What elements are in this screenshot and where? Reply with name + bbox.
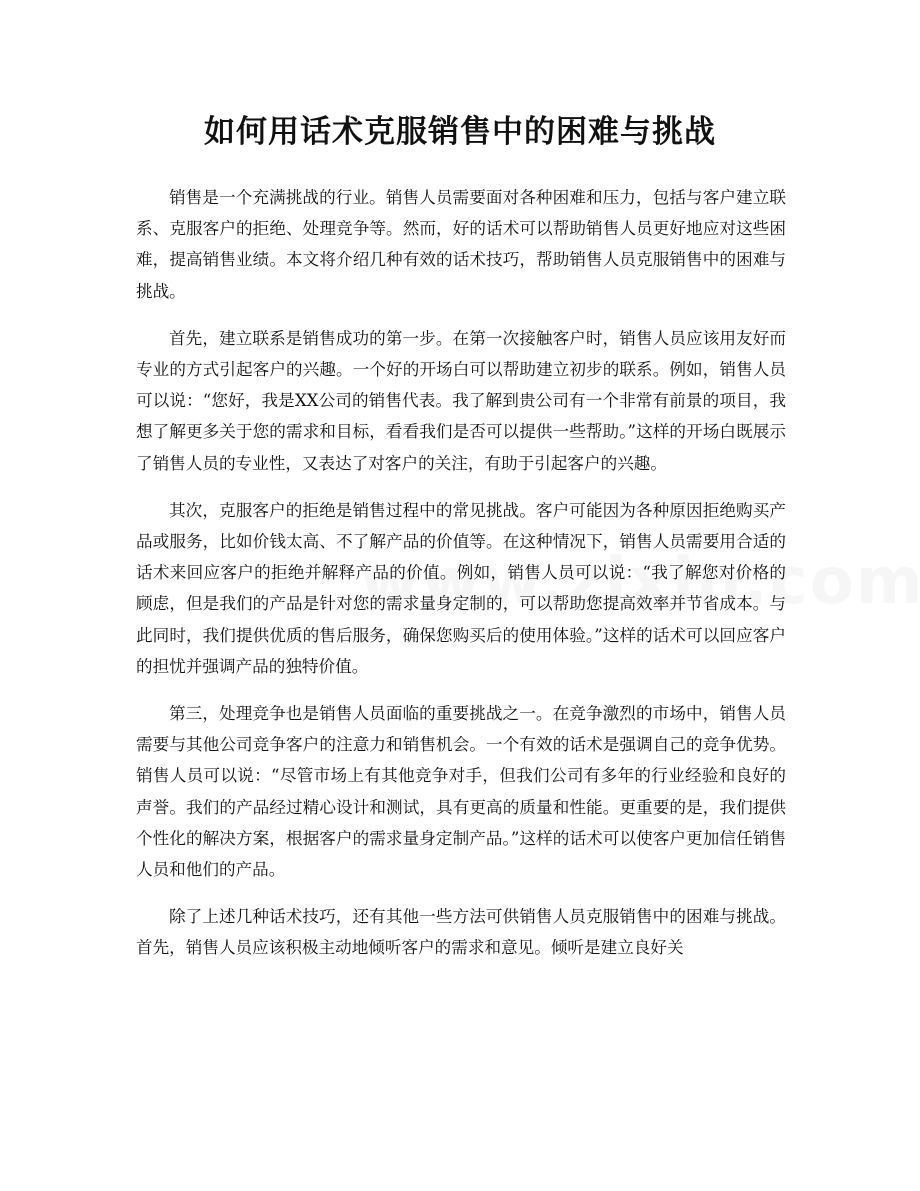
document-title: 如何用话术克服销售中的困难与挑战 xyxy=(204,114,716,150)
document-body xyxy=(136,182,786,980)
paragraph-4: 第三，处理竞争也是销售人员面临的重要挑战之一。在竞争激烈的市场中，销售人员需要与其他公司竞争客户的注意力和销售机会。一个有效的话术是强调自己的竞争优势。销售人员可以说：“尽管市场上有其他竞争对手，但我们公司有多年的行业经验和良好的声誉。我们的产品经过精心设计和测试，具有更高的质量和性能。更重要的是，我们提供个性化的解决方案，根据客户的需求量身定制产品。”这样的话术可以使客户更加信任销售人员和他们的产品。 xyxy=(136,704,786,880)
paragraph-1: 销售是一个充满挑战的行业。销售人员需要面对各种困难和压力，包括与客户建立联系、克服客户的拒绝、处理竞争等。然而，好的话术可以帮助销售人员更好地应对这些困难，提高销售业绩。本文将介绍几种有效的话术技巧，帮助销售人员克服销售中的困难与挑战。 xyxy=(136,188,786,301)
paragraph-3: 其次，克服客户的拒绝是销售过程中的常见挑战。客户可能因为各种原因拒绝购买产品或服务，比如价钱太高、不了解产品的价值等。在这种情况下，销售人员需要用合适的话术来回应客户的拒绝并解释产品的价值。例如，销售人员可以说：“我了解您对价格的顾虑，但是我们的产品是针对您的需求量身定制的，可以帮助您提高效率并节省成本。与此同时，我们提供优质的售后服务，确保您购买后的使用体验。”这样的话术可以回应客户的担忧并强调产品的独特价值。 xyxy=(136,500,786,676)
paragraph-5: 除了上述几种话术技巧，还有其他一些方法可供销售人员克服销售中的困难与挑战。首先，销售人员应该积极主动地倾听客户的需求和意见。倾听是建立良好关 xyxy=(136,907,786,958)
paragraph-2: 首先，建立联系是销售成功的第一步。在第一次接触客户时，销售人员应该用友好而专业的方式引起客户的兴趣。一个好的开场白可以帮助建立初步的联系。例如，销售人员可以说：“您好，我是XX公司的销售代表。我了解到贵公司有一个非常有前景的项目，我想了解更多关于您的需求和目标，看看我们是否可以提供一些帮助。”这样的开场白既展示了销售人员的专业性，又表达了对客户的关注，有助于引起客户的兴趣。 xyxy=(136,328,786,473)
